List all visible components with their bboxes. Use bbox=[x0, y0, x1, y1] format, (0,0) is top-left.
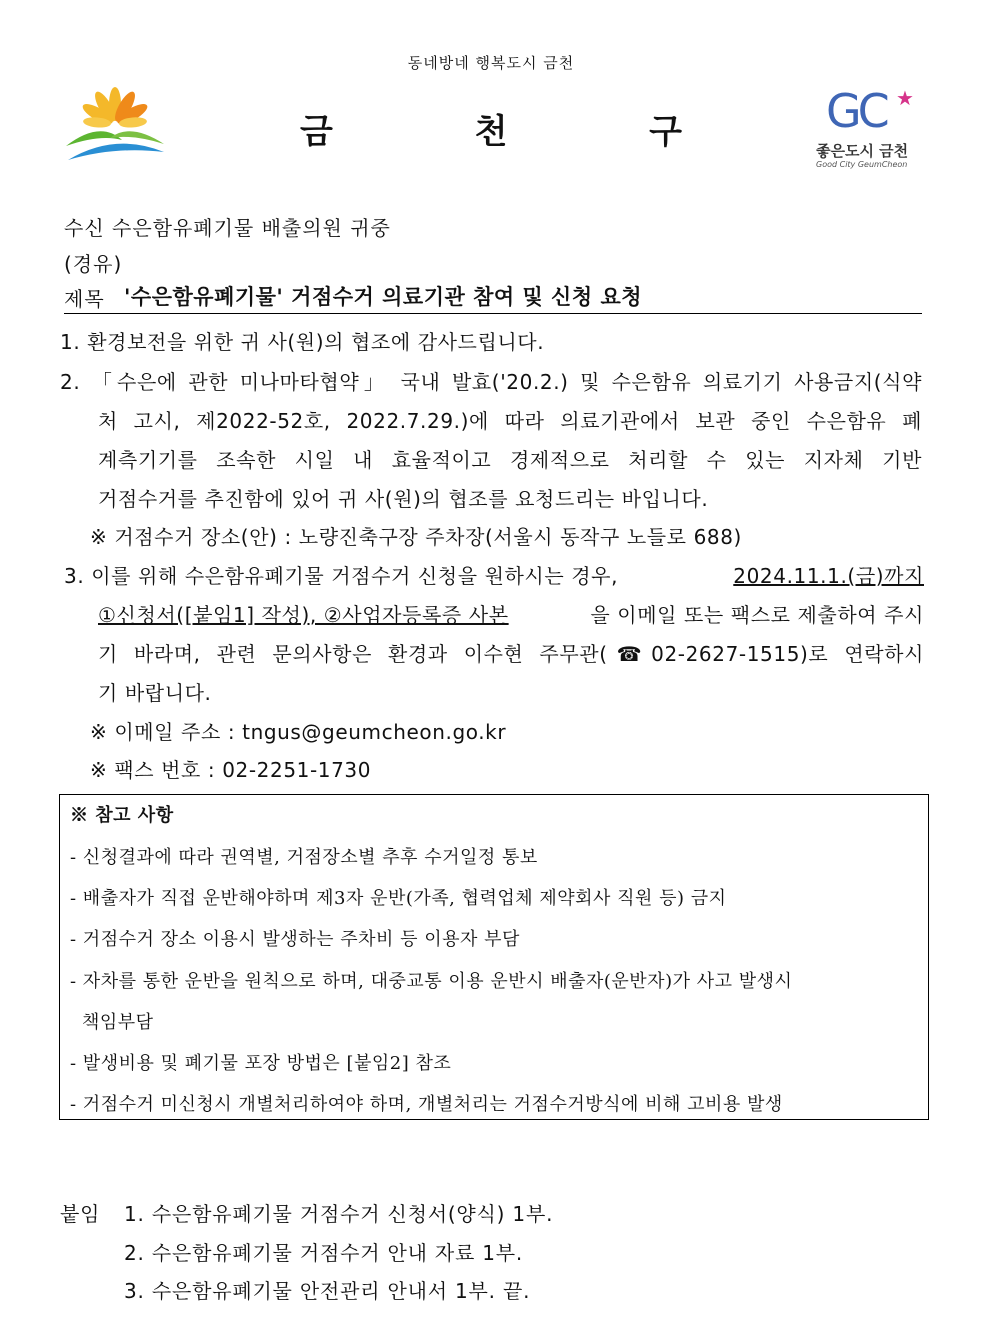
paragraph-3-line bbox=[64, 560, 924, 589]
note-item: - 거점수거 미신청시 개별처리하여야 하며, 개별처리는 거점수거방식에 비해 고비용 발생 bbox=[70, 1094, 783, 1115]
note-item: - 거점수거 장소 이용시 발생하는 주차비 등 이용자 부담 bbox=[70, 929, 520, 950]
required-documents: ①신청서([붙임1] 작성), ②사업자등록증 사본 bbox=[98, 603, 509, 627]
logo-gc-mark: GC bbox=[826, 84, 886, 138]
deadline: 2024.11.1.(금)까지 bbox=[733, 564, 924, 588]
organization-name bbox=[300, 104, 682, 153]
recipient: 수신 수은함유폐기물 배출의원 귀중 bbox=[64, 216, 391, 240]
slogan: 동네방네 행복도시 금천 bbox=[407, 54, 575, 72]
attachments-label: 붙임 bbox=[60, 1202, 101, 1226]
logo-subtext: Good City GeumCheon bbox=[816, 160, 908, 169]
org-char: 구 bbox=[649, 112, 682, 152]
via: (경유) bbox=[64, 252, 123, 276]
subject-label: 제목 bbox=[64, 287, 105, 311]
notes-title: ※ 참고 사항 bbox=[70, 805, 174, 826]
paragraph-3-line bbox=[98, 599, 924, 628]
paragraph-3-line: 기 바랍니다. bbox=[98, 681, 212, 705]
note-item: - 배출자가 직접 운반해야하며 제3자 운반(가족, 협력업체 제약회사 직원 등) 금지 bbox=[70, 888, 727, 909]
paragraph-2-line: 계측기기를 조속한 시일 내 효율적이고 경제적으로 처리할 수 있는 지자체 기반 bbox=[98, 448, 922, 472]
collection-site-note: ※ 거점수거 장소(안) : 노량진축구장 주차장(서울시 동작구 노들로 688) bbox=[90, 525, 742, 549]
paragraph-2-line: 2. 「수은에 관한 미나마타협약」 국내 발효('20.2.) 및 수은함유 의료기기 사용금지(식약 bbox=[60, 370, 922, 394]
attachment-item: 1. 수은함유폐기물 거점수거 신청서(양식) 1부. bbox=[124, 1202, 554, 1226]
note-item: - 자차를 통한 운반을 원칙으로 하며, 대중교통 이용 운반시 배출자(운반자)가 사고 발생시 bbox=[70, 971, 793, 992]
note-item: 책임부담 bbox=[82, 1012, 154, 1033]
paragraph-2-line: 처 고시, 제2022-52호, 2022.7.29.)에 따라 의료기관에서 보관 중인 수은함유 폐 bbox=[98, 409, 922, 433]
logo-text: 좋은도시 금천 bbox=[816, 142, 909, 160]
note-item: - 신청결과에 따라 권역별, 거점장소별 추후 수거일정 통보 bbox=[70, 847, 538, 868]
paragraph-1: 1. 환경보전을 위한 귀 사(원)의 협조에 감사드립니다. bbox=[60, 330, 545, 354]
sunflower-logo bbox=[60, 80, 170, 175]
good-city-logo bbox=[812, 84, 924, 176]
fax-note: ※ 팩스 번호 : 02-2251-1730 bbox=[90, 758, 372, 782]
paragraph-3-line: 기 바라며, 관련 문의사항은 환경과 이수현 주무관(☎02-2627-1515)로 연락하시 bbox=[98, 642, 924, 666]
paragraph-3-text: 3. 이를 위해 수은함유폐기물 거점수거 신청을 원하시는 경우, bbox=[64, 564, 619, 588]
org-char: 천 bbox=[474, 112, 508, 152]
reference-notes-box bbox=[59, 794, 929, 1120]
attachment-item: 3. 수은함유폐기물 안전관리 안내서 1부. 끝. bbox=[124, 1279, 531, 1303]
star-icon: ★ bbox=[896, 86, 914, 110]
subject-row bbox=[64, 281, 922, 314]
email-note: ※ 이메일 주소 : tngus@geumcheon.go.kr bbox=[90, 720, 507, 744]
paragraph-2-line: 거점수거를 추진함에 있어 귀 사(원)의 협조를 요청드리는 바입니다. bbox=[98, 487, 709, 511]
org-char: 금 bbox=[300, 112, 333, 152]
note-item: - 발생비용 및 폐기물 포장 방법은 [붙임2] 참조 bbox=[70, 1053, 452, 1074]
attachment-item: 2. 수은함유폐기물 거점수거 안내 자료 1부. bbox=[124, 1241, 524, 1265]
paragraph-3-text: 을 이메일 또는 팩스로 제출하여 주시 bbox=[590, 603, 924, 627]
subject-text: '수은함유폐기물' 거점수거 의료기관 참여 및 신청 요청 bbox=[124, 285, 643, 309]
